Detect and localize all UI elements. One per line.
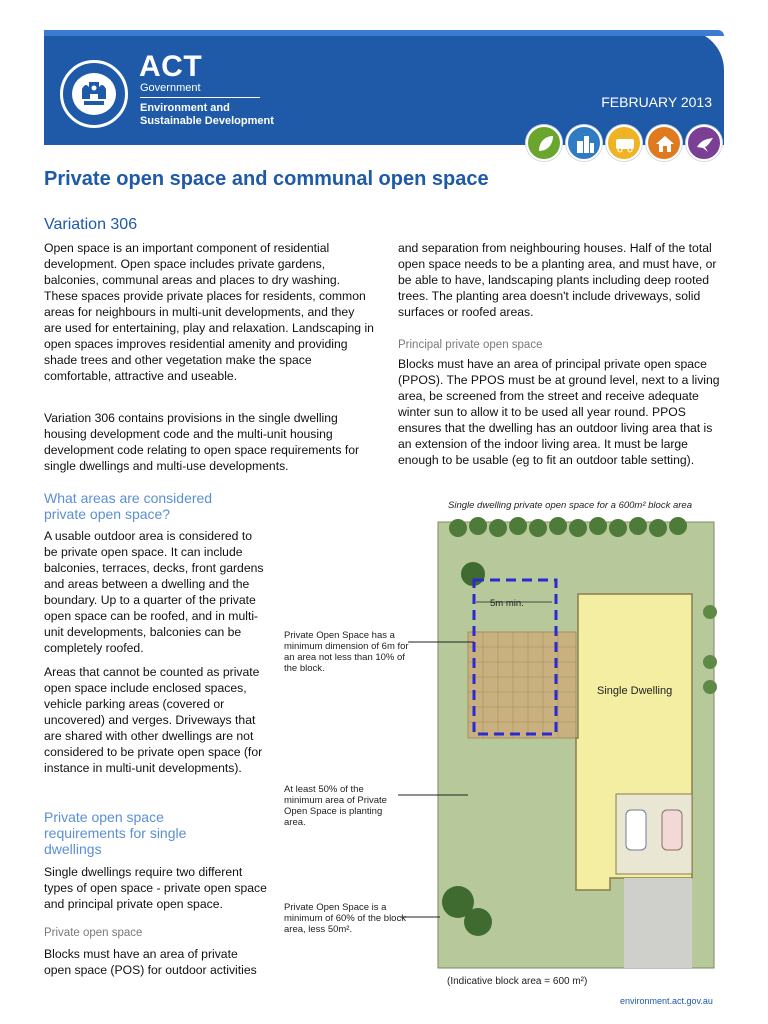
theme-icons (526, 125, 726, 165)
heading-pos: Private open space (44, 927, 143, 939)
dwelling-label: Single Dwelling (597, 685, 673, 697)
org-subtitle: Government (140, 82, 201, 94)
transport-icon (606, 125, 642, 161)
callout-planting-area: At least 50% of the minimum area of Private Open Space is planting area. (284, 784, 387, 828)
crest-icon (78, 79, 110, 109)
heading-requirements: Private open space requirements for single dwellings (44, 809, 187, 857)
city-icon (566, 125, 602, 161)
separation-paragraph: and separation from neighbouring houses. Half of the total open space needs to be a planting area, and must have, or be able to have, landscaping plants including deep rooted trees. The planting area doesn't include driveways, solid surfaces or roofed areas. (398, 241, 717, 319)
page-title: Private open space and communal open space (44, 168, 489, 190)
house-icon (646, 125, 682, 161)
car-left (626, 810, 646, 850)
indicative-block-area: (Indicative block area = 600 m²) (447, 976, 588, 987)
intro-paragraph: Open space is an important component of residential development. Open space includes private gardens, balconies, communal areas and places to dry washing. These spaces provide private places for residents, common areas for neighbours in multi-unit developments, and they are used for entertaining, play and relaxation. Landscaping in open spaces improves residential amenity and providing shade trees and other vegetation make the space comfortable, attractive and useable. (44, 241, 374, 383)
heading-ppos: Principal private open space (398, 339, 543, 351)
footer-url[interactable]: environment.act.gov.au (620, 996, 713, 1006)
areas-paragraph: A usable outdoor area is considered to be private open space. It can include balconies, terraces, decks, front gardens and areas between a dwelling and the boundary. Up to a quarter of the private open space can be roofed, and in multi-unit developments, balconies can be completely roofed. (44, 529, 264, 655)
heading-areas: What areas are considered private open space? (44, 490, 213, 522)
act-logo (60, 60, 128, 128)
header-accent-line (44, 30, 724, 36)
excluded-areas-paragraph: Areas that cannot be counted as private open space include enclosed spaces, vehicle parking areas (covered or uncovered) and verges. Driveways that are shared with other dwellings are not considered to be private open space (for instance in multi-unit developments). (44, 665, 263, 775)
leaf-icon (526, 125, 562, 161)
pos-paragraph: Blocks must have an area of private open space (POS) for outdoor activities (44, 947, 257, 977)
org-name: ACT (139, 50, 203, 83)
ppos-paragraph: Blocks must have an area of principal private open space (PPOS). The PPOS must be at ground level, next to a living area, be screened from the street and receive adequate winter sun to allow it to be used all year round. PPOS ensures that the dwelling has an outdoor living area that is an extension of the indoor living area. It must be large enough to be usable (eg to fit an outdoor table setting). (398, 357, 720, 467)
requirements-paragraph: Single dwellings require two different types of open space - private open space and principal private open space. (44, 865, 267, 911)
callout-minimum-dimension: Private Open Space has a minimum dimension of 6m for an area not less than 10% of the block. (284, 630, 409, 674)
directorate-name: Environment and Sustainable Development (140, 102, 274, 127)
org-divider (140, 97, 260, 98)
driveway (624, 878, 692, 968)
bird-icon (686, 125, 722, 161)
variation-paragraph: Variation 306 contains provisions in the single dwelling housing development code and the multi-unit housing development code relating to open space requirements for single dwellings and multi-use developments. (44, 411, 360, 473)
section-subtitle: Variation 306 (44, 216, 138, 233)
diagram-caption: Single dwelling private open space for a 600m² block area (448, 500, 692, 511)
publication-date: FEBRUARY 2013 (601, 94, 712, 110)
min-dimension-label: 5m min. (490, 598, 524, 609)
car-right (662, 810, 682, 850)
callout-pos-percentage: Private Open Space is a minimum of 60% of the block area, less 50m². (284, 902, 406, 935)
